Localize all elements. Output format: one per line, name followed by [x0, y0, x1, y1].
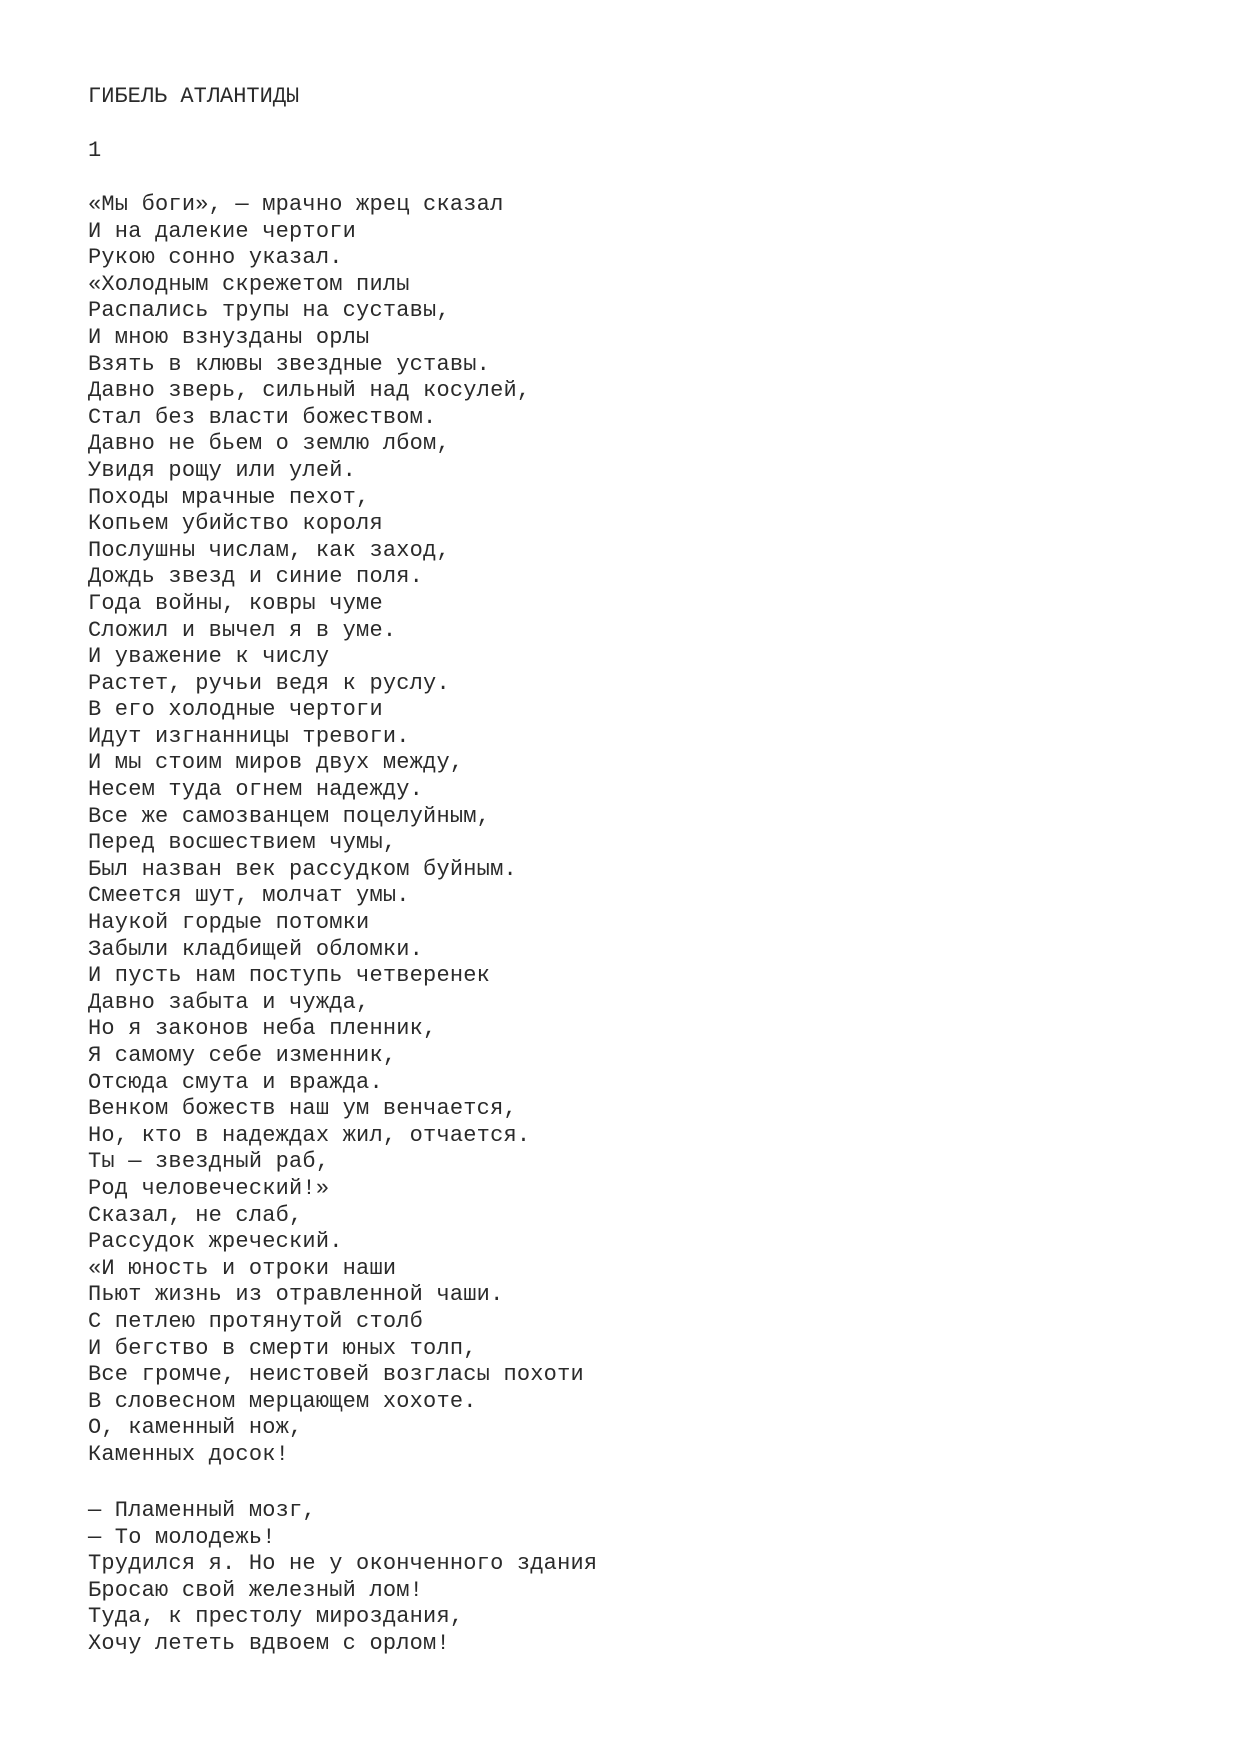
poem-line: «Холодным скрежетом пилы: [88, 271, 410, 297]
poem-line: Венком божеств наш ум венчается,: [88, 1096, 517, 1122]
poem-line: Давно не бьем о землю лбом,: [88, 431, 450, 457]
poem-line: Но я законов неба пленник,: [88, 1016, 437, 1042]
poem-line: Забыли кладбищей обломки.: [88, 936, 424, 962]
poem-line: Все громче, неистовей возгласы похоти: [88, 1362, 584, 1388]
poem-line: Отсюда смута и вражда.: [88, 1069, 383, 1095]
poem-line: И уважение к числу: [88, 644, 330, 670]
poem-line: Копьем убийство короля: [88, 511, 383, 537]
poem-line: В его холодные чертоги: [88, 697, 383, 723]
poem-line: — Пламенный мозг,: [88, 1498, 316, 1523]
poem-line: Послушны числам, как заход,: [88, 537, 450, 563]
poem-line: Ты — звездный раб,: [88, 1149, 330, 1175]
poem-line: И на далекие чертоги: [88, 218, 357, 244]
poem-line: Рассудок жреческий.: [88, 1229, 343, 1255]
poem-line: С петлею протянутой столб: [88, 1308, 424, 1334]
poem-line: И пусть нам поступь четверенек: [88, 963, 491, 989]
poem-line: Увидя рощу или улей.: [88, 457, 357, 483]
poem-line: Был назван век рассудком буйным.: [88, 856, 517, 882]
poem-line: Рукою сонно указал.: [88, 245, 343, 271]
poem-line: Туда, к престолу мироздания,: [88, 1604, 464, 1630]
poem-line: Каменных досок!: [88, 1441, 290, 1467]
poem-line: Года войны, ковры чуме: [88, 590, 383, 616]
poem-line: И бегство в смерти юных толп,: [88, 1335, 477, 1361]
poem-line: Перед восшествием чумы,: [88, 830, 397, 856]
poem-line: Трудился я. Но не у оконченного здания: [88, 1551, 598, 1577]
poem-line: «Мы боги», — мрачно жрец сказал: [88, 192, 504, 217]
poem-line: Несем туда огнем надежду.: [88, 777, 424, 803]
poem-line: Давно зверь, сильный над косулей,: [88, 378, 531, 404]
poem-line: Наукой гордые потомки: [88, 910, 370, 936]
poem-line: Род человеческий!»: [88, 1175, 330, 1201]
poem-line: Стал без власти божеством.: [88, 404, 437, 430]
poem-line: И мы стоим миров двух между,: [88, 750, 464, 776]
poem-line: Давно забыта и чужда,: [88, 989, 370, 1015]
poem-line: Все же самозванцем поцелуйным,: [88, 803, 491, 829]
poem-line: Сложил и вычел я в уме.: [88, 617, 397, 643]
poem-line: О, каменный нож,: [88, 1415, 303, 1441]
poem-line: Но, кто в надеждах жил, отчается.: [88, 1122, 531, 1148]
poem-line: Растет, ручьи ведя к руслу.: [88, 670, 450, 696]
section-number: 1: [88, 138, 102, 163]
poem-line: «И юность и отроки наши: [88, 1255, 397, 1281]
poem-line: Я самому себе изменник,: [88, 1043, 397, 1068]
stanza: [88, 1498, 597, 1658]
poem-line: — То молодежь!: [88, 1524, 276, 1550]
poem-line: Смеется шут, молчат умы.: [88, 883, 410, 909]
poem-line: Походы мрачные пехот,: [88, 484, 370, 510]
poem-line: Идут изгнанницы тревоги.: [88, 723, 410, 749]
poem-title: ГИБЕЛЬ АТЛАНТИДЫ: [88, 84, 300, 109]
poem-line: Пьют жизнь из отравленной чаши.: [88, 1282, 504, 1308]
poem-line: Хочу лететь вдвоем с орлом!: [88, 1630, 450, 1656]
poem-line: Бросаю свой железный лом!: [88, 1577, 424, 1603]
stanza: [88, 192, 584, 1469]
poem-line: Распались трупы на суставы,: [88, 298, 450, 324]
poem-line: Сказал, не слаб,: [88, 1202, 303, 1228]
poem-line: Взять в клювы звездные уставы.: [88, 351, 491, 377]
poem-line: Дождь звезд и синие поля.: [88, 564, 424, 590]
poem-line: В словесном мерцающем хохоте.: [88, 1388, 477, 1414]
poem-line: И мною взнузданы орлы: [88, 324, 370, 350]
